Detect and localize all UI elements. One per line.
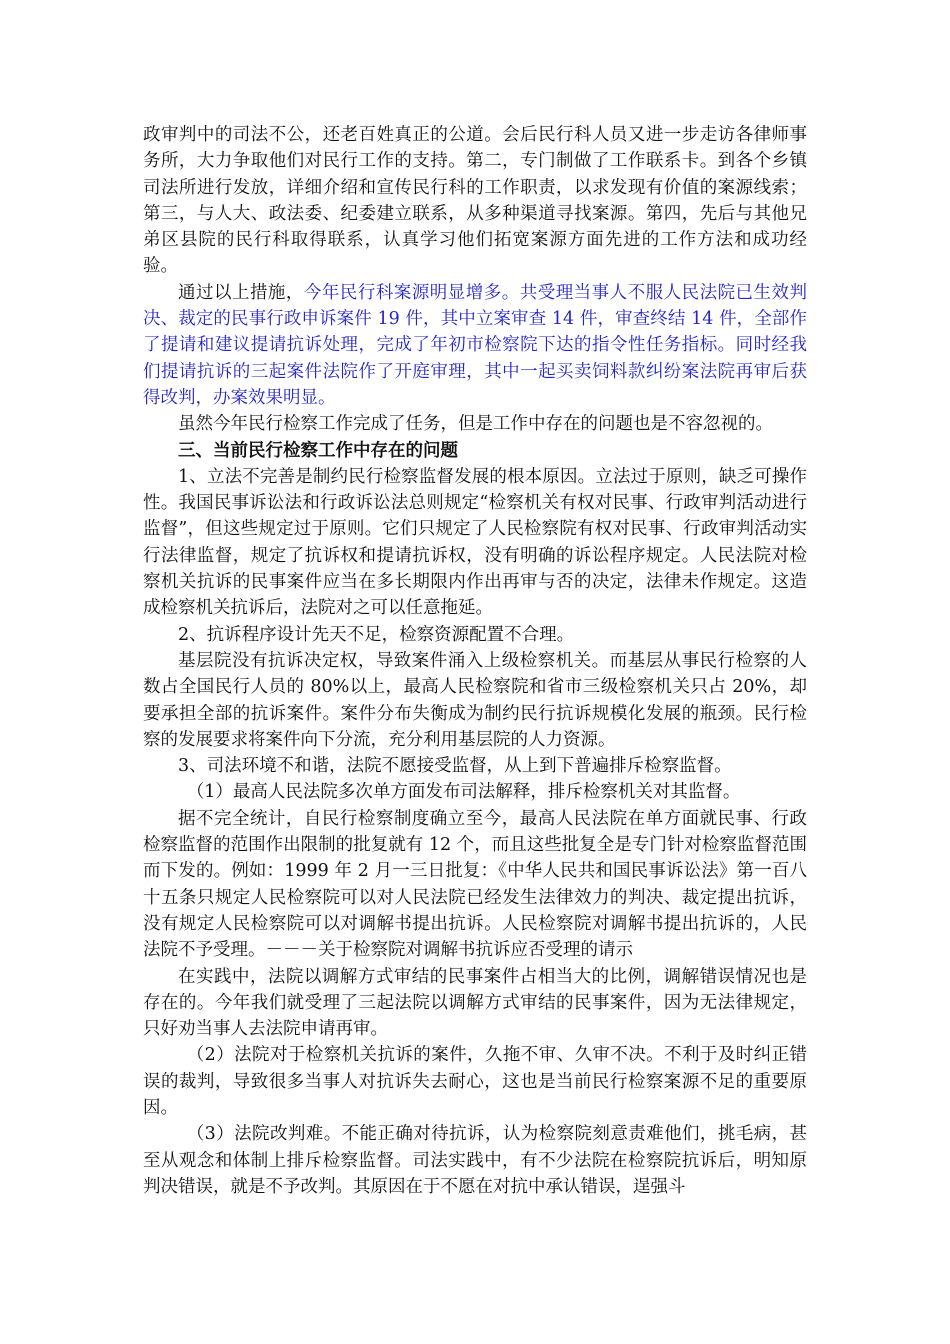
paragraph-5: 2、抗诉程序设计先天不足，检察资源配置不合理。 — [178, 624, 575, 645]
paragraph-4: 1、立法不完善是制约民行检察监督发展的根本原因。立法过于原则，缺乏可操作性。我国民事诉讼法和行政诉讼法总则规定“检察机关有权对民事、行政审判活动进行监督”，但这些规定过于原则。它们只规定了人民检察院有权对民事、行政审判活动实行法律监督，规定了抗诉权和提请抗诉权，没有明确的诉讼程序规定。人民法院对检察机关抗诉的民事案件应当在多长期限内作出再审与否的决定，法律未作规定。这造成检察机关抗诉后，法院对之可以任意拖延。 — [143, 466, 807, 619]
paragraph-12: （3）法院改判难。不能正确对待抗诉，认为检察院刻意责难他们，挑毛病，甚至从观念和体制上排斥检察监督。司法实践中，有不少法院在检察院抗诉后，明知原判决错误，就是不予改判。其原因在于不愿在对抗中承认错误，逞强斗 — [143, 1124, 807, 1197]
paragraph-6: 基层院没有抗诉决定权，导致案件涌入上级检察机关。而基层从事民行检察的人数占全国民行人员的 80%以上，最高人民检察院和省市三级检察机关只占 20%，却要承担全部的抗诉案件。案件分布失衡成为制约民行抗诉规模化发展的瓶颈。民行检察的发展要求将案件向下分流，充分利用基层院的人力资源。 — [143, 650, 807, 750]
paragraph-3: 虽然今年民行检察工作完成了任务，但是工作中存在的问题也是不容忽视的。 — [178, 414, 773, 435]
paragraph-1: 政审判中的司法不公，还老百姓真正的公道。会后民行科人员又进一步走访各律师事务所，大力争取他们对民行工作的支持。第二，专门制做了工作联系卡。到各个乡镇司法所进行发放，详细介绍和宣传民行科的工作职责，以求发现有价值的案源线索；第三，与人大、政法委、纪委建立联系，从多种渠道寻找案源。第四，先后与其他兄弟区县院的民行科取得联系，认真学习他们拓宽案源方面先进的工作方法和成功经验。 — [143, 125, 807, 277]
paragraph-11: （2）法院对于检察机关抗诉的案件，久拖不审、久审不决。不利于及时纠正错误的裁判，导致很多当事人对抗诉失去耐心，这也是当前民行检察案源不足的重要原因。 — [143, 1045, 807, 1118]
paragraph-2-highlight: 今年民行科案源明显增多。共受理当事人不服人民法院已生效判决、裁定的民事行政申诉案件 19 件，其中立案审查 14 件，审查终结 14 件，全部作了提请和建议提请抗诉处理，完成了年初市检察院下达的指令性任务指标。同时经我们提请抗诉的三起案件法院作了开庭审理，其中一起买卖饲料款纠纷案法院再审后获得改判，办案效果明显。 — [143, 282, 808, 408]
paragraph-8: （1）最高人民法院多次单方面发布司法解释，排斥检察机关对其监督。 — [186, 782, 741, 803]
document-page — [143, 122, 807, 1200]
paragraph-2 — [143, 280, 807, 411]
paragraph-10: 在实践中，法院以调解方式审结的民事案件占相当大的比例，调解错误情况也是存在的。今年我们就受理了三起法院以调解方式审结的民事案件，因为无法律规定，只好劝当事人去法院申请再审。 — [143, 966, 807, 1040]
section-heading: 三、当前民行检察工作中存在的问题 — [178, 440, 458, 461]
paragraph-9: 据不完全统计，自民行检察制度确立至今，最高人民法院在单方面就民事、行政检察监督的范围作出限制的批复就有 12 个，而且这些批复全是专门针对检察监督范围而下发的。例如：1999 年 2 月一三日批复：《中华人民共和国民事诉讼法》第一百八十五条只规定人民检察院可以对人民法院已经发生法律效力的判决、裁定提出抗诉，没有规定人民检察院可以对调解书提出抗诉。人民检察院对调解书提出抗诉的，人民法院不予受理。－－－关于检察院对调解书抗诉应否受理的请示 — [143, 808, 807, 961]
paragraph-2-intro: 通过以上措施， — [178, 282, 304, 303]
paragraph-7: 3、司法环境不和谐，法院不愿接受监督，从上到下普遍排斥检察监督。 — [178, 756, 732, 777]
